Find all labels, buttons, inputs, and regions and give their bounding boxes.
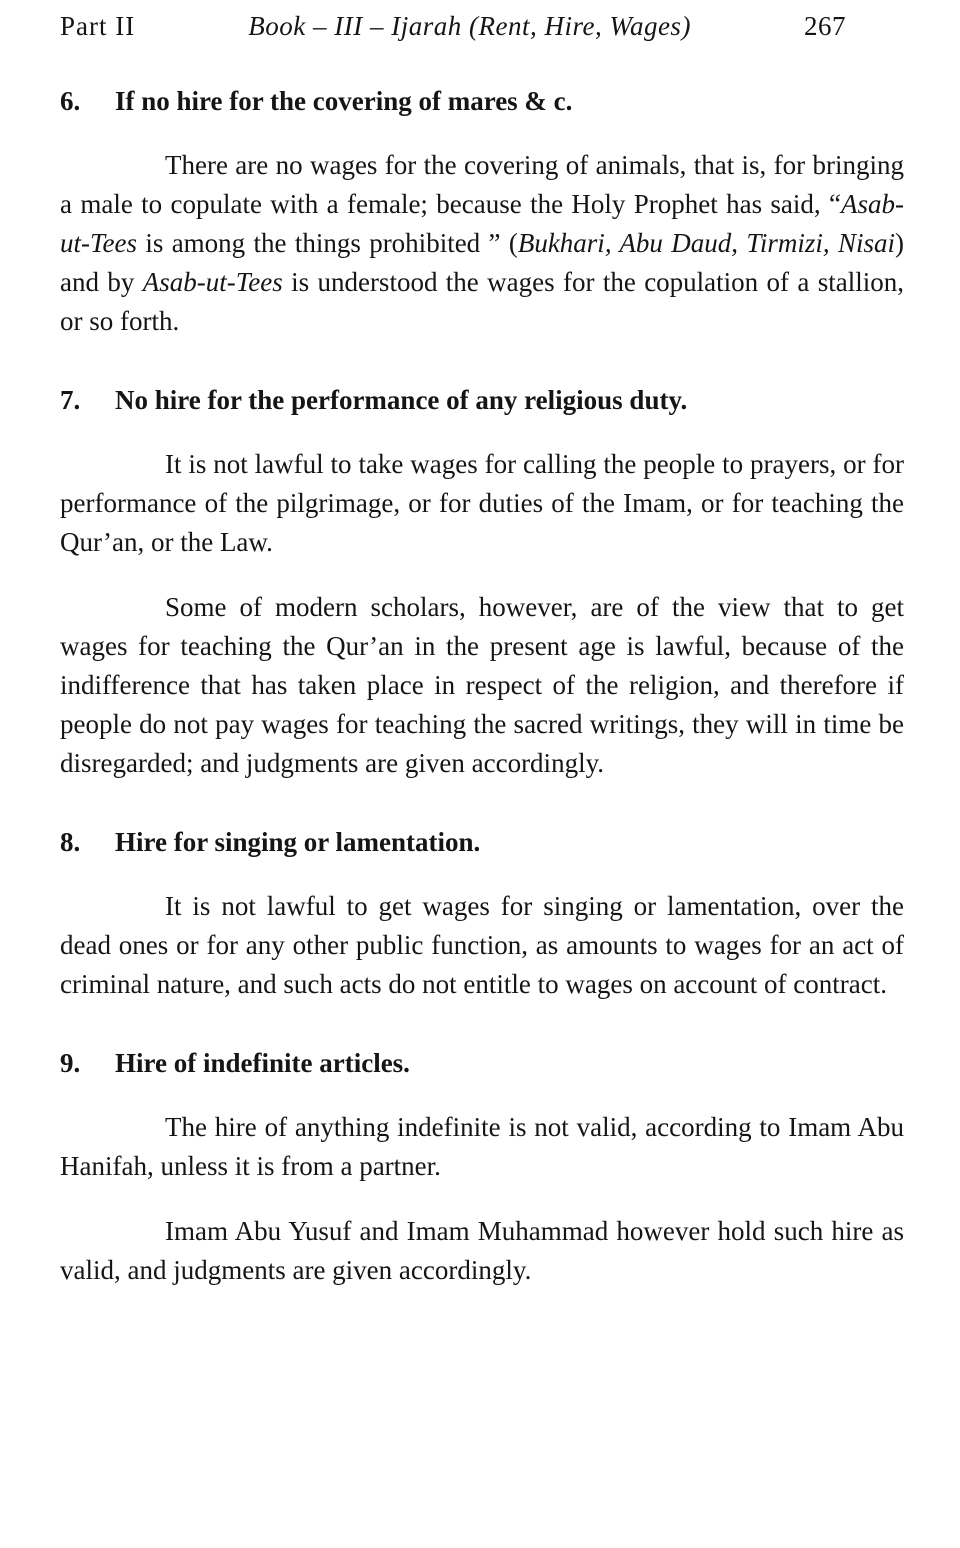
italic-term: Asab-ut-Tees — [142, 267, 283, 297]
paragraph: Imam Abu Yusuf and Imam Muhammad however hold such hire as valid, and judgments are given accordingly. — [60, 1216, 904, 1285]
section-number: 8. — [60, 827, 81, 857]
paragraph: The hire of anything indefinite is not valid, according to Imam Abu Hanifah, unless it is from a partner. — [60, 1112, 904, 1181]
text-segment: is understood the wages for the copulation of a stallion, or so forth. — [60, 267, 904, 336]
section-heading — [60, 1046, 904, 1080]
section-6 — [60, 84, 904, 341]
italic-citation: Bukhari, Abu Daud, Tirmizi, Nisai — [517, 228, 895, 258]
section-number: 9. — [60, 1048, 81, 1078]
part-label: Part II — [60, 11, 136, 41]
italic-term: Asab-ut-Tees — [60, 189, 904, 258]
section-heading — [60, 825, 904, 859]
section-7 — [60, 383, 904, 783]
section-number: 7. — [60, 385, 81, 415]
text-segment: is among the things prohibited ” ( — [137, 228, 518, 258]
section-8 — [60, 825, 904, 1004]
paragraph: It is not lawful to get wages for singing or lamentation, over the dead ones or for any other public function, as amounts to wages for an act of criminal nature, and such acts do not entitle to wages on account of contract. — [60, 891, 904, 999]
section-number: 6. — [60, 86, 81, 116]
section-title: No hire for the performance of any religious duty. — [115, 385, 688, 415]
paragraph: It is not lawful to take wages for calling the people to prayers, or for performance of the pilgrimage, or for duties of the Imam, or for teaching the Qur’an, or the Law. — [60, 449, 904, 557]
section-title: If no hire for the covering of mares & c. — [115, 86, 573, 116]
section-heading — [60, 383, 904, 417]
book-title: Book – III – Ijarah (Rent, Hire, Wages) — [248, 11, 691, 41]
section-title: Hire of indefinite articles. — [115, 1048, 410, 1078]
page-number: 267 — [803, 11, 846, 41]
text-segment: There are no wages for the covering of animals, that is, for bringing a male to copulate with a female; because the Holy Prophet has said, “ — [60, 150, 904, 219]
paragraph: Some of modern scholars, however, are of the view that to get wages for teaching the Qur’an in the present age is lawful, because of the indifference that has taken place in respect of the religion, and therefore if people do not pay wages for teaching the sacred writings, they will in time be disregarded; and judgments are given accordingly. — [60, 592, 904, 778]
section-title: Hire for singing or lamentation. — [115, 827, 481, 857]
paragraph — [60, 146, 904, 341]
text-segment: ) and by — [60, 228, 904, 297]
section-heading — [60, 84, 904, 118]
section-9 — [60, 1046, 904, 1290]
page-header — [60, 10, 904, 42]
